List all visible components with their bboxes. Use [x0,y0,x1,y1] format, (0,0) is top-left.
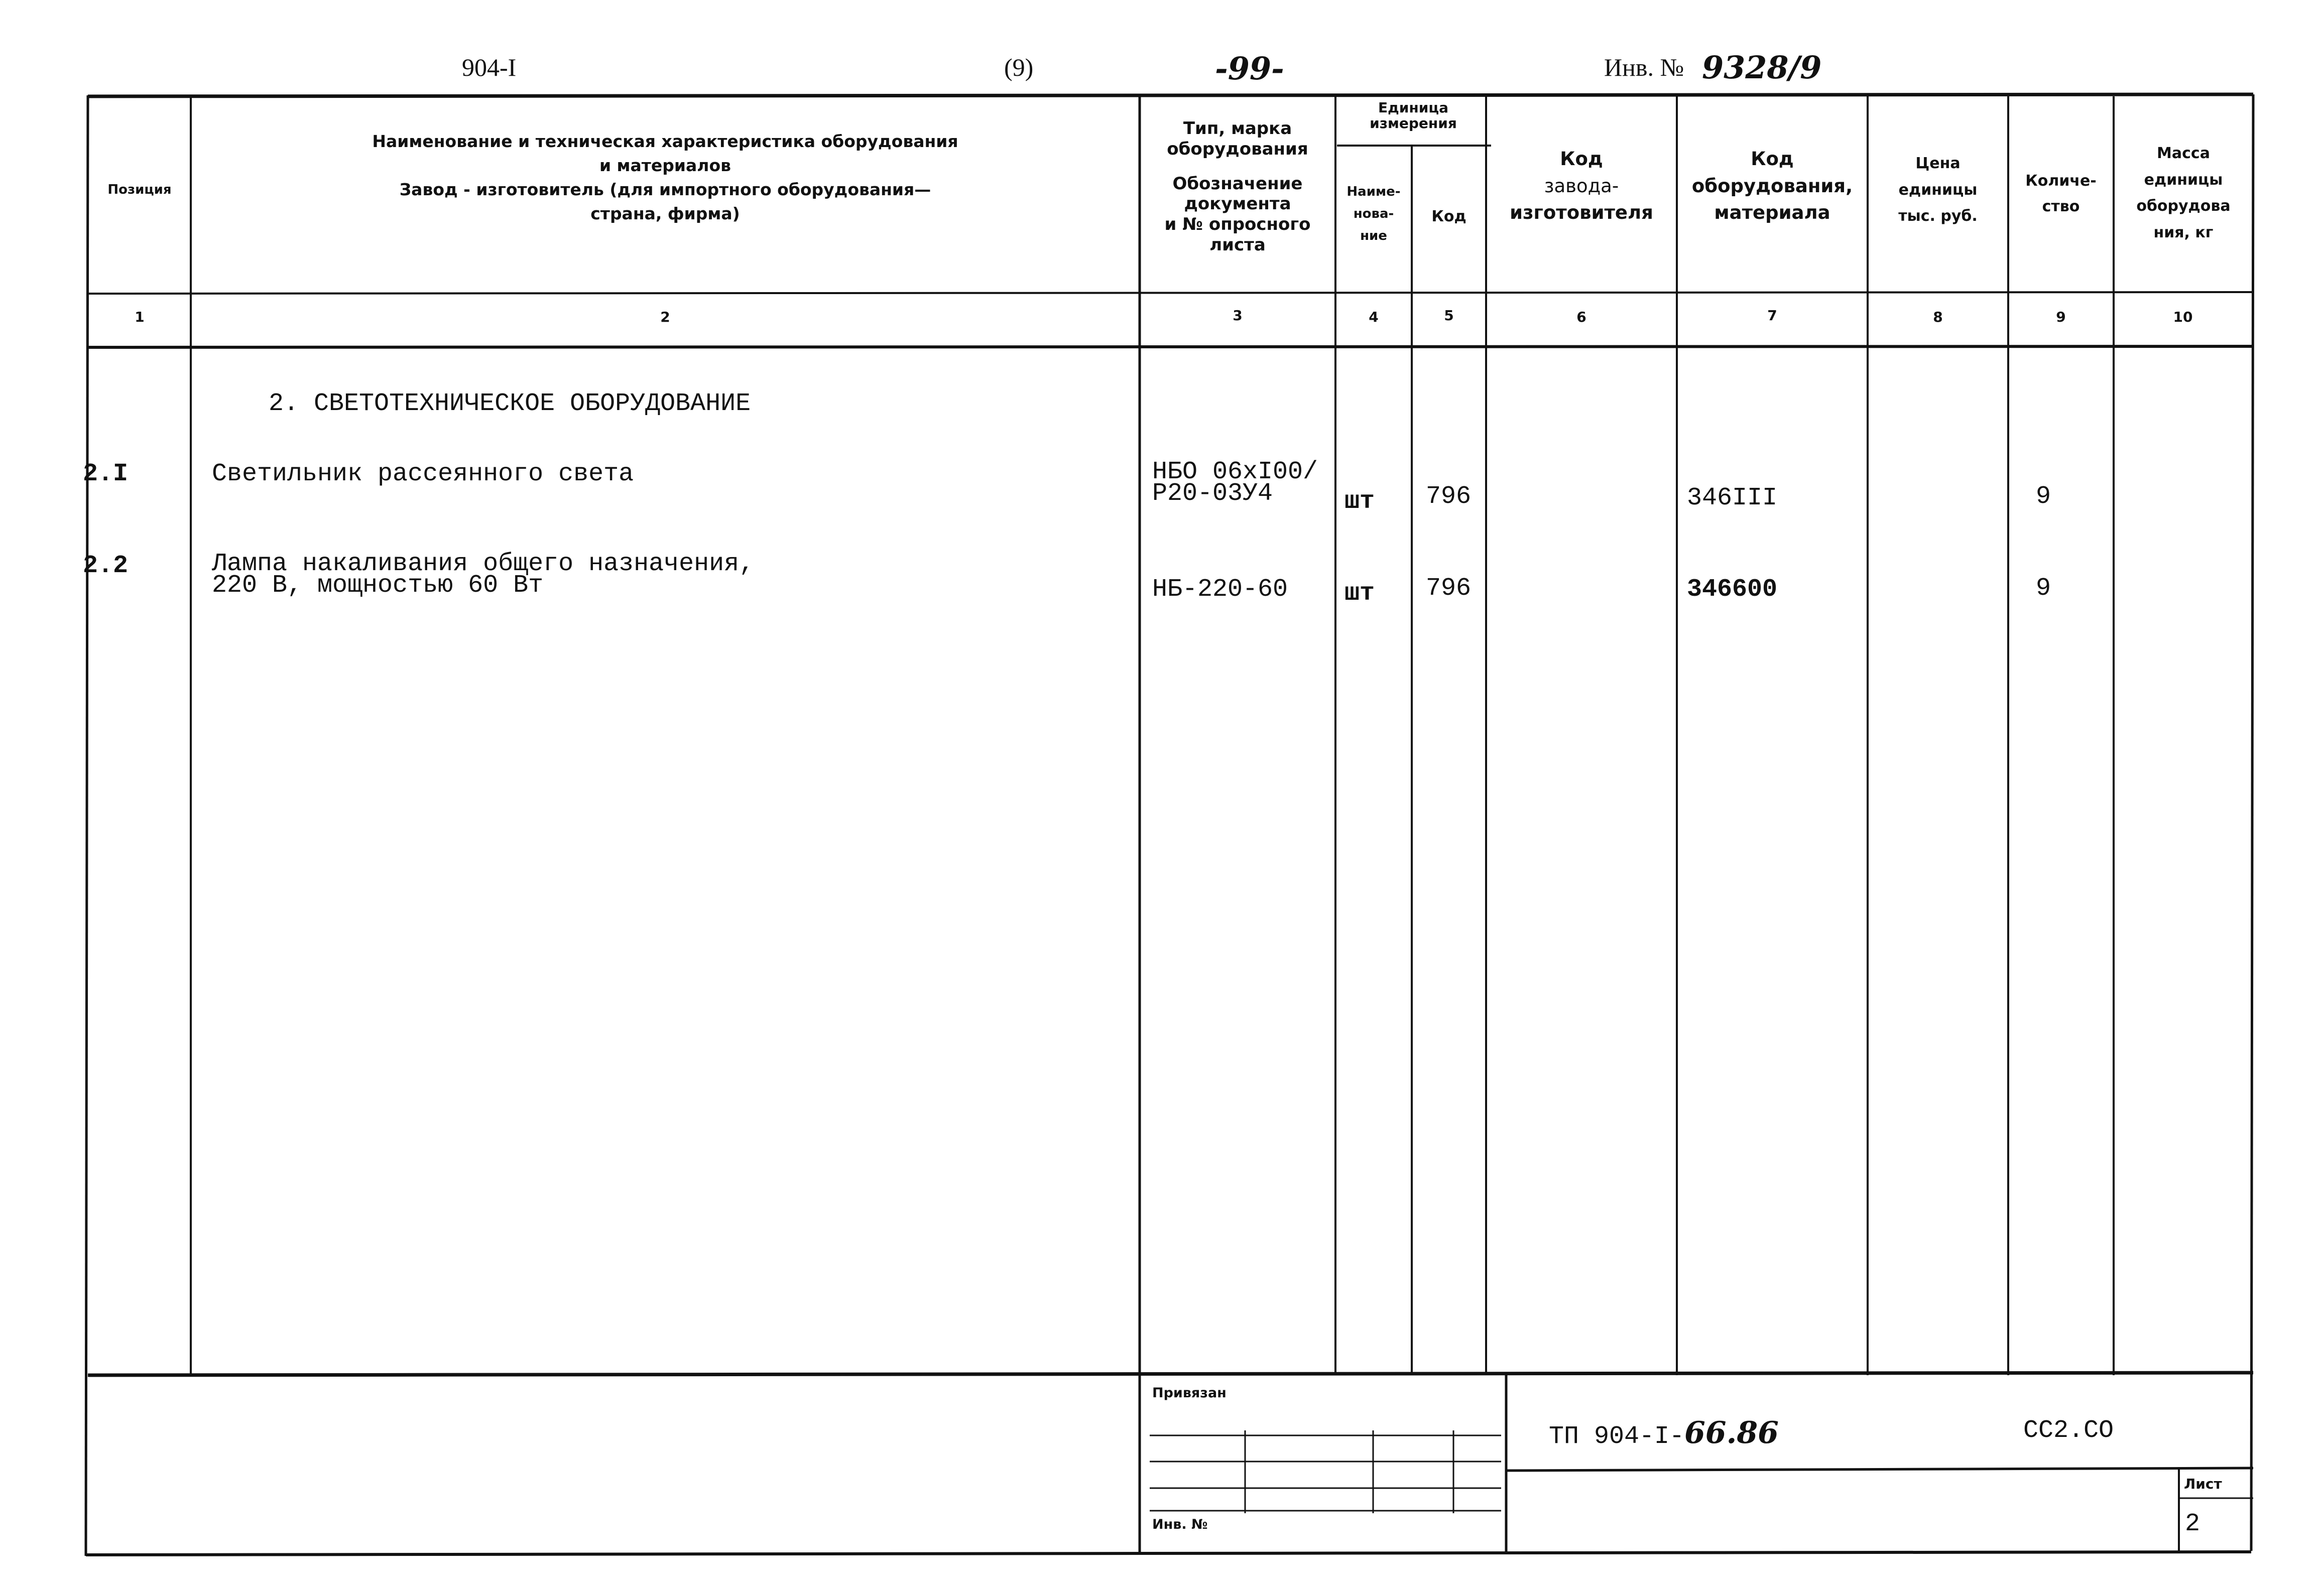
row-position: 2.2 [83,552,129,580]
row-unit: шт [1344,579,1375,608]
col-number-8: 8 [1933,309,1943,325]
document-code [1549,1415,1779,1451]
header-equipment-code: Код оборудования, материала [1691,148,1853,224]
header-unit-code: Код [1431,208,1466,225]
header-mfr-code: Код завода- изготовителя [1510,148,1653,224]
row-unit-code: 796 [1426,482,1472,511]
col-number-4: 4 [1369,309,1379,325]
row-unit: шт [1344,487,1375,516]
col-number-1: 1 [135,309,145,325]
sheet-number: 2 [2185,1510,2200,1538]
header-unit-name: Наиме- нова- ние [1347,184,1401,244]
header-quantity: Количе- ство [2025,172,2097,215]
header-mass: Масса единицы оборудова ния, кг [2136,145,2231,241]
row-type: НБ-220-60 [1152,575,1288,604]
section-title: 2. СВЕТОТЕХНИЧЕСКОЕ ОБОРУДОВАНИЕ [269,389,751,418]
header-name: Наименование и техническая характеристика оборудования и материалов Завод - изготовитель (для импортного оборудования— страна, фирма) [372,131,958,223]
col-number-5: 5 [1444,307,1454,324]
inventory-label: Инв. № [1604,53,1684,81]
header-type: Тип, марка оборудования Обозначение документа и № опросного листа [1164,118,1311,255]
row-equipment-code: 346600 [1687,575,1778,604]
title-block-attached-label: Привязан [1152,1385,1227,1401]
row-quantity: 9 [2036,482,2051,511]
header-position: Позиция [107,182,172,197]
row-equipment-code: 346III [1687,484,1778,512]
page-number-handwritten: -99- [1215,50,1284,87]
header-price: Цена единицы тыс. руб. [1898,155,1978,225]
row-type: НБО 06хI00/ Р20-03У4 [1152,458,1318,508]
col-number-7: 7 [1767,307,1777,324]
col-number-10: 10 [2173,309,2193,325]
row-position: 2.I [83,460,129,488]
page-number-printed: (9) [1004,53,1034,81]
col-number-6: 6 [1576,309,1586,325]
row-name: Лампа накаливания общего назначения, 220 В, мощностью 60 Вт [212,550,755,600]
col-number-3: 3 [1233,307,1243,324]
sheet-code: СС2.СО [2023,1416,2114,1445]
col-number-9: 9 [2056,309,2066,325]
title-block-inv-label: Инв. № [1152,1517,1208,1532]
col-number-2: 2 [660,309,670,325]
document-code-printed: ТП 904-I- [1549,1422,1685,1451]
row-name-line1: Светильник рассеянного света [212,460,634,488]
document-code-handwritten: 66.86 [1684,1415,1779,1450]
row-unit-code: 796 [1426,574,1472,603]
header-unit: Единица измерения [1370,99,1457,131]
inventory-number-handwritten: 9328/9 [1702,49,1822,86]
row-quantity: 9 [2036,574,2051,603]
series-number: 904-I [462,53,517,81]
sheet-label: Лист [2184,1476,2222,1492]
